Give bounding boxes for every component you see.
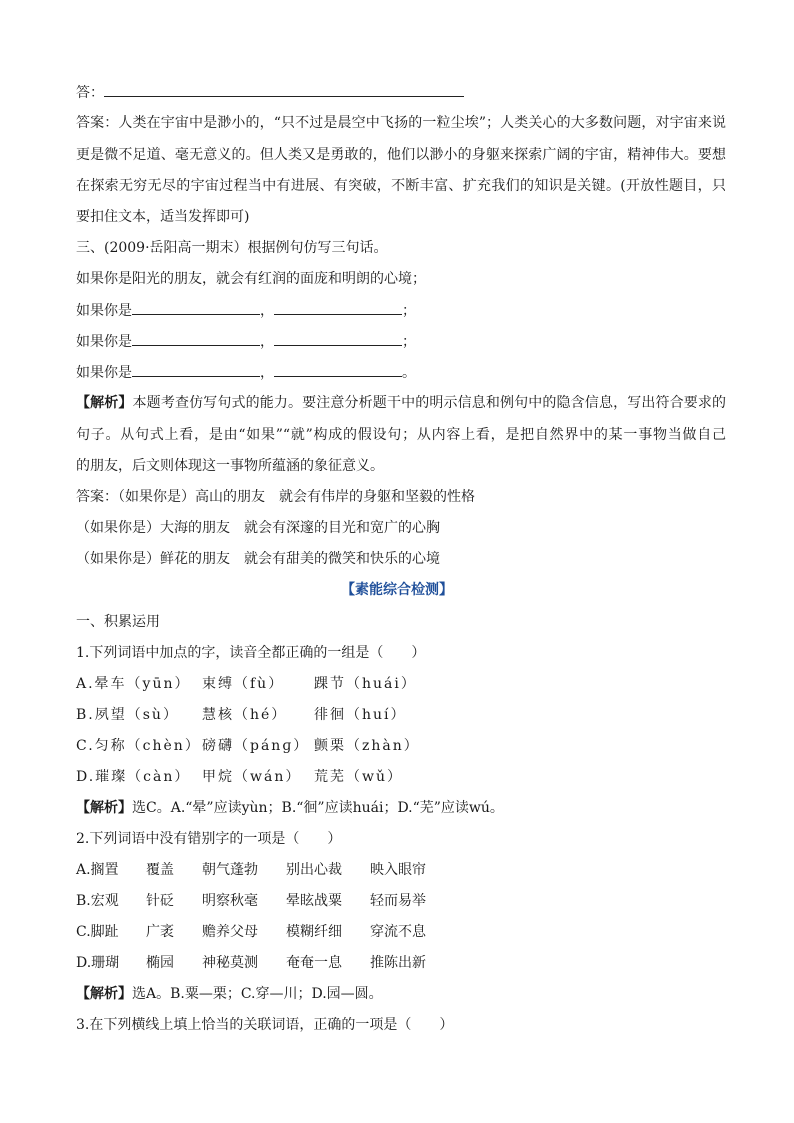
q2-option-a-5: 映入眼帘	[370, 862, 426, 878]
imitation-blank[interactable]	[132, 300, 260, 315]
q2-option-c-2: 广袤	[146, 924, 174, 940]
section-heading: 【素能综合检测】	[341, 582, 453, 598]
q2-option-b-3: 明察秋毫	[202, 893, 258, 909]
q2-option-d-4: 奄奄一息	[286, 955, 342, 971]
q1-option-d-3: 荒芜（wǔ）	[314, 769, 403, 785]
q1-option-c-1: C.匀称（chèn）	[76, 738, 201, 754]
q2-analysis	[76, 984, 383, 1004]
analysis-label: 【解析】	[76, 986, 132, 1002]
q1-option-b-2: 慧核（hé）	[202, 707, 288, 723]
q1-option-a-1: A.晕车（yūn）	[76, 676, 191, 692]
imitation-blank[interactable]	[274, 362, 402, 377]
imitation-line-3	[76, 362, 416, 383]
q1-option-a-2: 束缚（fù）	[202, 676, 285, 692]
comma: ，	[260, 303, 274, 319]
q2-option-b-4: 晕眩战粟	[286, 893, 342, 909]
answer1-line-1: 答案：人类在宇宙中是渺小的，“只不过是晨空中飞扬的一粒尘埃”；人类关心的大多数问题，对宇宙来说	[76, 115, 726, 131]
q1-option-a-3: 踝节（huái）	[314, 676, 417, 692]
q1-option-d-1: D.璀璨（càn）	[76, 769, 191, 785]
q1-option-b-1: B.夙望（sù）	[76, 707, 179, 723]
q2-stem: 2.下列词语中没有错别字的一项是（ ）	[76, 831, 342, 847]
q1-analysis	[76, 798, 504, 818]
answer1-line-2: 更是微不足道、毫无意义的。但人类又是勇敢的，他们以渺小的身躯来探索广阔的宇宙，精神伟大。要想	[76, 147, 726, 163]
section3-title: 三、(2009·岳阳高一期末）根据例句仿写三句话。	[76, 240, 388, 256]
analysis-text: 本题考查仿写句式的能力。要注意分析题干中的明示信息和例句中的隐含信息，写出符合要求的	[132, 395, 727, 411]
analysis-line-2: 句子。从句式上看，是由“如果”“就”构成的假设句；从内容上看，是把自然界中的某一事物当做自己	[76, 427, 726, 443]
imitation-line-1	[76, 300, 416, 321]
q2-option-c-4: 模糊纤细	[286, 924, 342, 940]
imitation-blank[interactable]	[132, 331, 260, 346]
q2-option-d-5: 推陈出新	[370, 955, 426, 971]
section3-answer-1: 答案：（如果你是）高山的朋友 就会有伟岸的身躯和坚毅的性格	[76, 489, 475, 505]
q1-option-d-2: 甲烷（wán）	[202, 769, 302, 785]
analysis-label: 【解析】	[76, 800, 132, 816]
section3-example: 如果你是阳光的朋友，就会有红润的面庞和明朗的心境；	[76, 271, 426, 287]
period: 。	[402, 365, 416, 381]
analysis-text: 选C。A.“晕”应读yùn；B.“徊”应读huái；D.“芜”应读wú。	[132, 800, 504, 816]
answer-blank-line	[76, 82, 464, 103]
section3-answer-3: （如果你是）鲜花的朋友 就会有甜美的微笑和快乐的心境	[76, 551, 440, 567]
q2-option-a-4: 别出心裁	[286, 862, 342, 878]
q1-option-b-3: 徘徊（huí）	[314, 707, 407, 723]
q2-option-a-3: 朝气蓬勃	[202, 862, 258, 878]
analysis-line-3: 的朋友，后文则体现这一事物所蕴涵的象征意义。	[76, 458, 384, 474]
imitation-line-2	[76, 331, 416, 352]
q2-option-b-2: 针砭	[146, 893, 174, 909]
semicolon: ；	[402, 303, 416, 319]
imitation-blank[interactable]	[132, 362, 260, 377]
q2-option-b-5: 轻而易举	[370, 893, 426, 909]
q2-option-c-5: 穿流不息	[370, 924, 426, 940]
section3-answer-2: （如果你是）大海的朋友 就会有深邃的目光和宽广的心胸	[76, 520, 440, 536]
q2-option-d-3: 神秘莫测	[202, 955, 258, 971]
comma: ，	[260, 365, 274, 381]
imitation-prompt: 如果你是	[76, 365, 132, 381]
imitation-blank[interactable]	[274, 300, 402, 315]
part1-title: 一、积累运用	[76, 614, 160, 630]
semicolon: ；	[402, 334, 416, 350]
q2-option-d-2: 椭园	[146, 955, 174, 971]
imitation-blank[interactable]	[274, 331, 402, 346]
q1-option-c-2: 磅礴（pánɡ）	[202, 738, 310, 754]
q2-option-b-1: B.宏观	[76, 893, 119, 909]
imitation-prompt: 如果你是	[76, 334, 132, 350]
answer1-line-3: 在探索无穷无尽的宇宙过程当中有进展、有突破，不断丰富、扩充我们的知识是关键。(开放性题目，只	[76, 178, 726, 194]
q1-stem: 1.下列词语中加点的字，读音全都正确的一组是（ ）	[76, 645, 426, 661]
q3-stem: 3.在下列横线上填上恰当的关联词语，正确的一项是（ ）	[76, 1017, 454, 1033]
answer1-line-4: 要扣住文本，适当发挥即可)	[76, 209, 250, 225]
q2-option-c-1: C.脚趾	[76, 924, 119, 940]
q2-option-a-1: A.搁置	[76, 862, 119, 878]
answer-blank[interactable]	[104, 82, 464, 97]
analysis-text: 选A。B.粟—栗；C.穿—川；D.园—圆。	[132, 986, 383, 1002]
q2-option-c-3: 赡养父母	[202, 924, 258, 940]
q1-option-c-3: 颤栗（zhàn）	[314, 738, 420, 754]
analysis-line-1	[76, 393, 726, 413]
analysis-label: 【解析】	[76, 395, 133, 411]
imitation-prompt: 如果你是	[76, 303, 132, 319]
answer-prefix: 答：	[76, 85, 104, 101]
q2-option-a-2: 覆盖	[146, 862, 174, 878]
q2-option-d-1: D.珊瑚	[76, 955, 120, 971]
comma: ，	[260, 334, 274, 350]
